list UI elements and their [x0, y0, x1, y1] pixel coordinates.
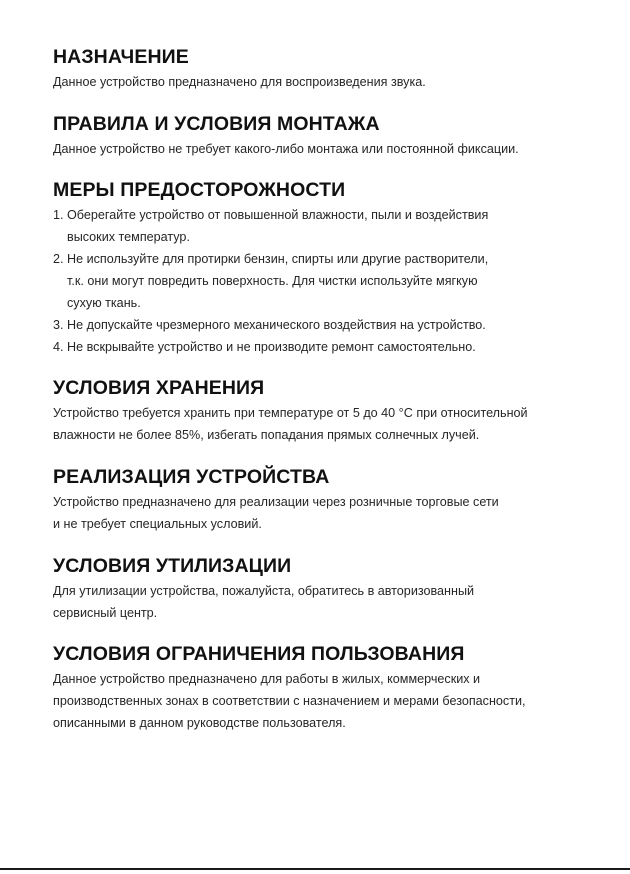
section-disposal [53, 554, 593, 624]
list-item [53, 204, 593, 248]
section-heading-storage: УСЛОВИЯ ХРАНЕНИЯ [53, 377, 265, 399]
text-line: Устройство требуется хранить при температуре от 5 до 40 °С при относительной [53, 406, 528, 420]
text-line: Не используйте для протирки бензин, спирты или другие растворители, [67, 252, 489, 266]
section-text-purpose [53, 71, 593, 93]
section-heading-sales: РЕАЛИЗАЦИЯ УСТРОЙСТВА [53, 466, 330, 488]
section-heading-limitations: УСЛОВИЯ ОГРАНИЧЕНИЯ ПОЛЬЗОВАНИЯ [53, 643, 465, 665]
list-item-number: 2. [53, 252, 64, 266]
section-heading-purpose: НАЗНАЧЕНИЕ [53, 46, 189, 68]
text-line: Данное устройство предназначено для работы в жилых, коммерческих и [53, 672, 481, 686]
text-line: Не вскрывайте устройство и не производите ремонт самостоятельно. [67, 340, 476, 354]
section-text-limitations [53, 668, 593, 734]
precautions-list [53, 204, 593, 358]
section-heading-mounting: ПРАВИЛА И УСЛОВИЯ МОНТАЖА [53, 113, 380, 135]
section-heading-precautions: МЕРЫ ПРЕДОСТОРОЖНОСТИ [53, 179, 346, 201]
section-mounting [53, 112, 593, 160]
text-line: т.к. они могут повредить поверхность. Для чистки используйте мягкую [67, 274, 478, 288]
text-line: описанными в данном руководстве пользователя. [53, 716, 346, 730]
section-storage [53, 376, 593, 446]
list-item-number: 4. [53, 340, 64, 354]
text-line: высоких температур. [67, 230, 190, 244]
text-line: и не требует специальных условий. [53, 517, 262, 531]
text-line: Для утилизации устройства, пожалуйста, обратитесь в авторизованный [53, 584, 475, 598]
section-text-disposal [53, 580, 593, 624]
text-line: Данное устройство не требует какого-либо монтажа или постоянной фиксации. [53, 142, 519, 156]
list-item-number: 1. [53, 208, 64, 222]
section-text-sales [53, 491, 593, 535]
list-item [53, 336, 593, 358]
text-line: сервисный центр. [53, 606, 158, 620]
text-line: Устройство предназначено для реализации через розничные торговые сети [53, 495, 499, 509]
text-line: Не допускайте чрезмерного механического воздействия на устройство. [67, 318, 486, 332]
section-text-mounting [53, 138, 593, 160]
section-precautions [53, 178, 593, 358]
list-item-number: 3. [53, 318, 64, 332]
section-heading-disposal: УСЛОВИЯ УТИЛИЗАЦИИ [53, 555, 292, 577]
section-sales [53, 465, 593, 535]
list-item [53, 314, 593, 336]
bottom-divider [0, 868, 630, 870]
list-item [53, 248, 593, 314]
text-line: Оберегайте устройство от повышенной влажности, пыли и воздействия [67, 208, 489, 222]
text-line: влажности не более 85%, избегать попадания прямых солнечных лучей. [53, 428, 480, 442]
text-line: сухую ткань. [67, 296, 141, 310]
section-text-storage [53, 402, 593, 446]
text-line: Данное устройство предназначено для воспроизведения звука. [53, 75, 426, 89]
section-limitations [53, 642, 593, 734]
text-line: производственных зонах в соответствии с назначением и мерами безопасности, [53, 694, 526, 708]
section-purpose [53, 45, 593, 93]
